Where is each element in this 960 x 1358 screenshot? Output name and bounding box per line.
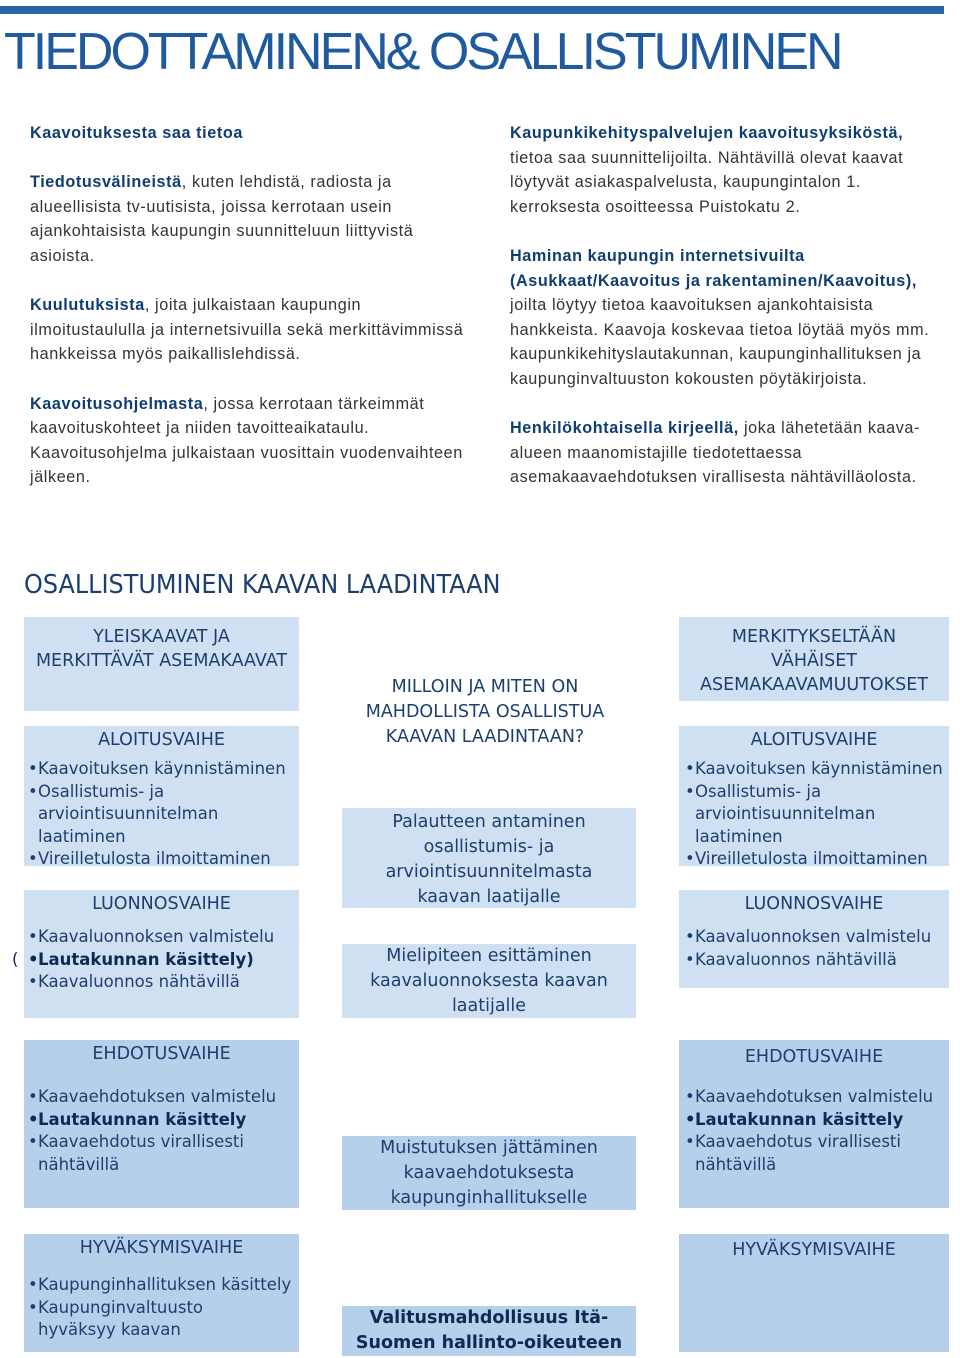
- left-p3-text: , jossa kerrotaan tärkeimmät kaavoituskohteet ja niiden tavoitteaikataulu. Kaavoitusohjelma julkaistaan vuosittain vuodenvaihteen jälkeen.: [30, 394, 463, 487]
- left-header-text: YLEISKAAVAT JA MERKITTÄVÄT ASEMAKAAVAT: [35, 627, 288, 671]
- left-header-box: [24, 617, 299, 711]
- right-header-text: MERKITYKSELTÄÄN VÄHÄISET ASEMAKAAVAMUUTOKSET: [699, 627, 929, 695]
- left-aloitus-item: • Vireilletulosta ilmoittaminen: [26, 848, 299, 871]
- page-title: TIEDOTTAMINEN& OSALLISTUMINEN: [4, 23, 841, 81]
- right-ehdotus-box: [679, 1040, 949, 1208]
- left-p1-text: , kuten lehdistä, radiosta ja alueellisista tv-uutisista, joissa kerrotaan usein ajankohtaisista kaupungin suunnitteluun liittyvistä asioista.: [30, 173, 414, 265]
- left-aloitus-box: [24, 726, 299, 866]
- right-paragraph-3: [510, 416, 946, 490]
- left-luonnos-box: [12, 890, 299, 1018]
- left-aloitus-title: ALOITUSVAIHE: [98, 730, 225, 750]
- right-p2-bold: Haminan kaupungin internetsivuilta (Asukkaat/Kaavoitus ja rakentaminen/Kaavoitus),: [510, 246, 917, 290]
- right-aloitus-item: • Osallistumis- ja arviointisuunnitelman laatiminen: [683, 781, 949, 849]
- right-aloitus-item: • Kaavoituksen käynnistäminen: [683, 758, 949, 781]
- right-aloitus-list: [679, 758, 949, 871]
- right-ehdotus-title: EHDOTUSVAIHE: [744, 1047, 884, 1067]
- diagram-title: OSALLISTUMINEN KAAVAN LAADINTAAN: [24, 570, 501, 600]
- left-text-column: [30, 121, 470, 515]
- right-header-box: [679, 617, 949, 701]
- left-aloitus-item: • Osallistumis- ja arviointisuunnitelman laatiminen: [26, 781, 299, 849]
- right-p2-text: joilta löytyy tietoa kaavoituksen ajankohtaisista hankkeista. Kaavoja koskevaa tietoa löytää myös mm. kaupunkikehityslautakunnan, kaupunginhallituksen ja kaupunginvaltuuston kokousten pöytäkirjoista.: [510, 296, 930, 388]
- left-ehdotus-item: • Lautakunnan käsittely: [26, 1109, 299, 1132]
- left-hyvaksymis-item: • Kaupunginhallituksen käsittely: [26, 1274, 299, 1297]
- right-luonnos-item: • Kaavaluonnoksen valmistelu: [683, 926, 949, 949]
- left-ehdotus-box: [24, 1040, 299, 1208]
- middle-step-4: Valitusmahdollisuus Itä-Suomen hallinto-oikeuteen: [342, 1306, 636, 1356]
- left-ehdotus-item: • Kaavaehdotus virallisesti nähtävillä: [26, 1131, 299, 1176]
- left-aloitus-list: [24, 758, 299, 871]
- left-luonnos-title: LUONNOSVAIHE: [92, 894, 231, 914]
- right-ehdotus-item: • Lautakunnan käsittely: [683, 1109, 949, 1132]
- right-ehdotus-list: [679, 1086, 949, 1176]
- left-ehdotus-list: [24, 1086, 299, 1176]
- left-heading: Kaavoituksesta saa tietoa: [30, 124, 243, 142]
- left-paragraph-2: [30, 293, 470, 367]
- left-hyvaksymis-item: • Kaupunginvaltuusto hyväksyy kaavan: [26, 1297, 299, 1342]
- left-aloitus-item: • Kaavoituksen käynnistäminen: [26, 758, 299, 781]
- left-luonnos-item-text: Lautakunnan käsittely): [38, 949, 254, 969]
- right-luonnos-box: [679, 890, 949, 988]
- right-text-column: [510, 121, 946, 515]
- left-luonnos-item: • Kaavaluonnos nähtävillä: [26, 971, 299, 994]
- right-aloitus-title: ALOITUSVAIHE: [750, 730, 878, 750]
- right-aloitus-item: • Vireilletulosta ilmoittaminen: [683, 848, 949, 871]
- left-hyvaksymis-title: HYVÄKSYMISVAIHE: [79, 1238, 244, 1258]
- right-paragraph-2: [510, 244, 946, 392]
- right-luonnos-item: • Kaavaluonnos nähtävillä: [683, 949, 949, 972]
- right-hyvaksymis-title: HYVÄKSYMISVAIHE: [732, 1240, 896, 1260]
- right-p3-bold: Henkilökohtaisella kirjeellä,: [510, 419, 739, 438]
- middle-step-2: Mielipiteen esittäminen kaavaluonnoksesta kaavan laatijalle: [342, 944, 636, 1018]
- left-ehdotus-item: • Kaavaehdotuksen valmistelu: [26, 1086, 299, 1109]
- left-luonnos-item: • ( Lautakunnan käsittely): [26, 949, 299, 972]
- left-p1-bold: Tiedotusvälineistä: [30, 173, 182, 192]
- left-p3-bold: Kaavoitusohjelmasta: [30, 394, 204, 413]
- left-p2-bold: Kuulutuksista: [30, 296, 145, 315]
- left-paragraph-3: [30, 392, 470, 490]
- left-ehdotus-title: EHDOTUSVAIHE: [92, 1044, 231, 1064]
- right-aloitus-box: [679, 726, 949, 866]
- left-p2-text: , joita julkaistaan kaupungin ilmoitustaululla ja internetsivuilla sekä merkittävimmissä hankkeissa myös paikallislehdissä.: [30, 296, 464, 364]
- right-hyvaksymis-box: [679, 1234, 949, 1352]
- right-p1-text: tietoa saa suunnittelijoilta. Nähtävillä olevat kaavat löytyvät asiakaspalvelusta, kaupungintalon 1. kerroksesta osoitteessa Puistokatu 2.: [510, 148, 904, 216]
- left-luonnos-item: • Kaavaluonnoksen valmistelu: [26, 926, 299, 949]
- right-ehdotus-item: • Kaavaehdotuksen valmistelu: [683, 1086, 949, 1109]
- right-paragraph-1: [510, 121, 946, 219]
- top-accent-bar: [0, 6, 944, 14]
- right-p1-bold: Kaupunkikehityspalvelujen kaavoitusyksiköstä,: [510, 124, 904, 142]
- middle-step-3: Muistutuksen jättäminen kaavaehdotuksesta kaupunginhallitukselle: [342, 1136, 636, 1210]
- middle-question: MILLOIN JA MITEN ON MAHDOLLISTA OSALLISTUA KAAVAN LAADINTAAN?: [365, 677, 605, 747]
- left-hyvaksymis-box: [24, 1234, 299, 1352]
- right-luonnos-list: [679, 926, 949, 971]
- left-hyvaksymis-list: [24, 1274, 299, 1342]
- left-luonnos-list: [12, 926, 299, 994]
- middle-step-1: Palautteen antaminen osallistumis- ja arviointisuunnitelmasta kaavan laatijalle: [342, 808, 636, 908]
- right-ehdotus-item: • Kaavaehdotus virallisesti nähtävillä: [683, 1131, 949, 1176]
- left-paragraph-1: [30, 170, 470, 268]
- right-luonnos-title: LUONNOSVAIHE: [744, 894, 884, 914]
- right-p3-text: joka lähetetään kaava-alueen maanomistajille tiedotettaessa asemakaavaehdotuksen virallisesta nähtävilläolosta.: [510, 419, 921, 487]
